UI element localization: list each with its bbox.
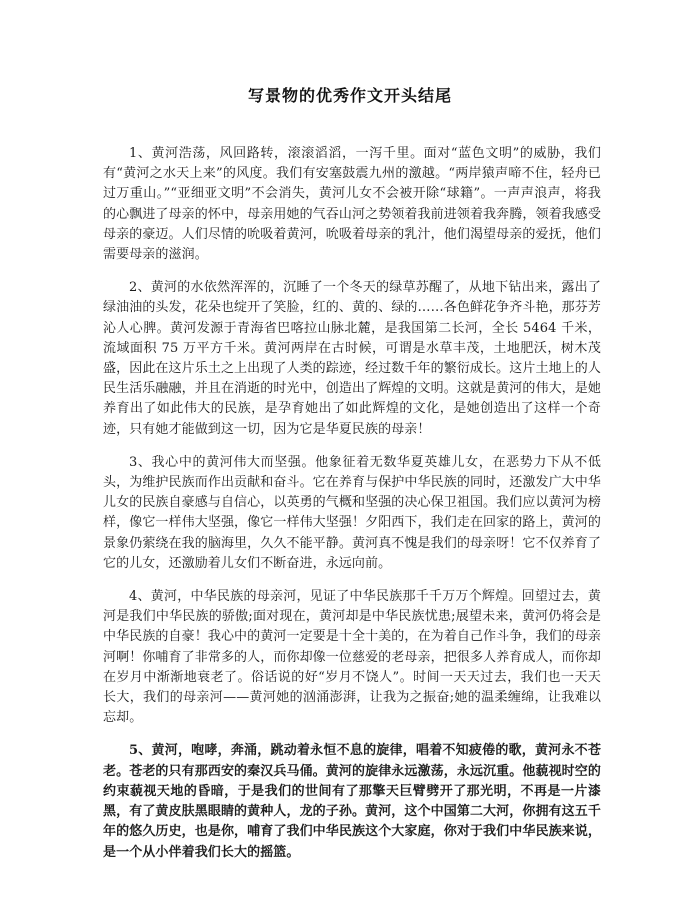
- document-title: 写景物的优秀作文开头结尾: [247, 86, 452, 105]
- paragraph-4: 4、黄河，中华民族的母亲河，见证了中华民族那千千万万个辉煌。回望过去，黄河是我们中华民族的骄傲;面对现在，黄河却是中华民族忧患;展望未来，黄河仍将会是中华民族的自豪！我心中的黄河一定要是十全十美的，在为着自己作斗争，我们的母亲河啊！你哺育了非常多的人，而你却像一位慈爱的老母亲，把很多人养育成人，而你却在岁月中渐渐地衰老了。俗话说的好“岁月不饶人”。时间一天天过去，我们也一天天长大，我们的母亲河——黄河她的汹涌澎湃，让我为之振奋;她的温柔缠绵，让我难以忘却。: [103, 589, 601, 726]
- paragraph-2: 2、黄河的水依然浑浑的，沉睡了一个冬天的绿草苏醒了，从地下钻出来，露出了绿油油的头发，花朵也绽开了笑脸，红的、黄的、绿的……各色鲜花争齐斗艳，那芬芳沁人心脾。黄河发源于青海省巴喀拉山脉北麓，是我国第二长河，全长 5464 千米，流域面积 75 万平方千米。黄河两岸在古时候，可谓是水草丰茂，土地肥沃，树木茂盛，因此在这片乐土之上出现了人类的踪迹，经过数千年的繁衍成长。这片土地上的人民生活乐融融，并且在消逝的时光中，创造出了辉煌的文明。这就是黄河的伟大，是她养育出了如此伟大的民族，是孕育她出了如此辉煌的文化，是她创造出了这样一个奇迹，只有她才能做到这一切，因为它是华夏民族的母亲！: [103, 280, 601, 437]
- paragraph-1: 1、黄河浩荡，风回路转，滚滚滔滔，一泻千里。面对“蓝色文明”的威胁，我们有“黄河之水天上来”的风度。我们有安塞鼓震九州的激越。“两岸猿声啼不住，轻舟已过万重山。”“亚细亚文明”不会消失，黄河儿女不会被开除“球籍”。一声声浪声，将我的心飘进了母亲的怀中，母亲用她的气吞山河之势领着我前进领着我奔腾，领着我感受母亲的豪迈。人们尽情的吮吸着黄河，吮吸着母亲的乳汁，他们渴望母亲的爱抚，他们需要母亲的滋润。: [103, 146, 601, 263]
- paragraph-5: 5、黄河，咆哮，奔涌，跳动着永恒不息的旋律，唱着不知疲倦的歌，黄河永不苍老。苍老的只有那西安的秦汉兵马俑。黄河的旋律永远激荡，永远沉重。他藐视时空的约束藐视天地的昏暗，于是我们的世间有了那擎天巨臂劈开了那光明，不再是一片漆黑，有了黄皮肤黑眼睛的黄种人，龙的子孙。黄河，这个中国第二大河，你拥有这五千年的悠久历史，也是你，哺育了我们中华民族这个大家庭，你对于我们中华民族来说，是一个从小伴着我们长大的摇篮。: [103, 743, 601, 860]
- document-body: [103, 144, 601, 876]
- paragraph-3: 3、我心中的黄河伟大而坚强。他象征着无数华夏英雄儿女，在恶势力下从不低头，为维护民族而作出贡献和奋斗。它在养育与保护中华民族的同时，还激发广大中华儿女的民族自豪感与自信心，以英勇的气概和坚强的决心保卫祖国。我们应以黄河为榜样，像它一样伟大坚强，像它一样伟大坚强！夕阳西下，我们走在回家的路上，黄河的景象仍萦绕在我的脑海里，久久不能平静。黄河真不愧是我们的母亲呀！它不仅养育了它的儿女，还激励着儿女们不断奋进，永远向前。: [103, 454, 601, 571]
